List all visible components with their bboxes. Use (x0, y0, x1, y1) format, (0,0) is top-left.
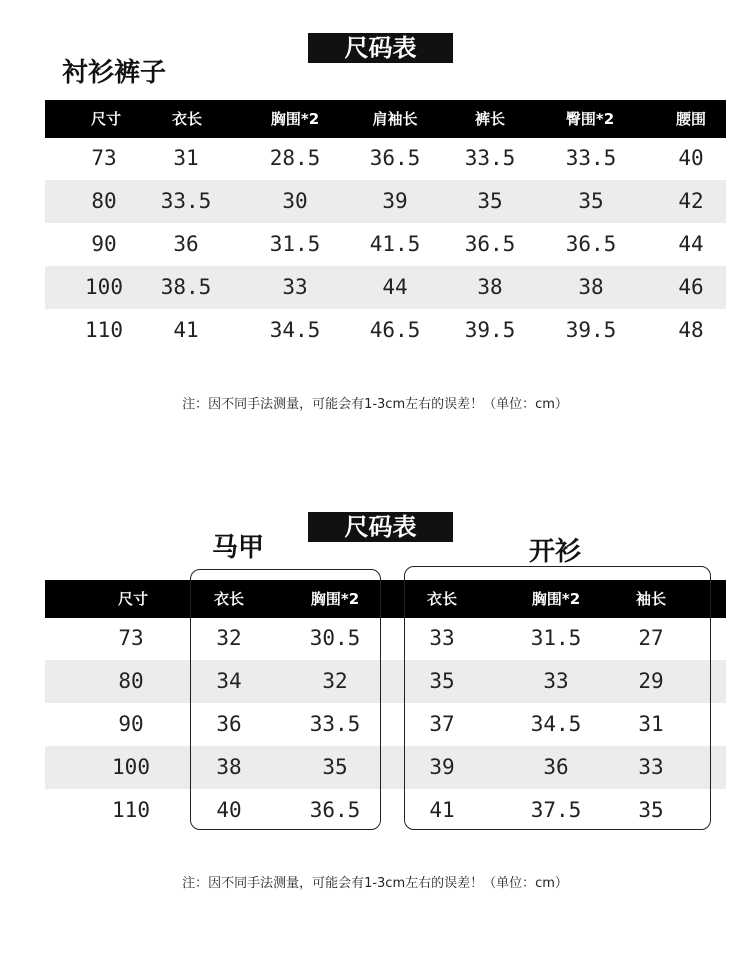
cell: 36.5 (369, 146, 421, 170)
header-cardigan-length: 衣长 (426, 590, 458, 608)
cell: 35 (638, 798, 664, 822)
cell: 36 (216, 712, 242, 736)
header-hip: 臀围*2 (565, 110, 615, 128)
cell: 34.5 (530, 712, 582, 736)
cell: 32 (322, 669, 348, 693)
table1-row (45, 180, 726, 223)
header-vest-chest: 胸围*2 (310, 590, 360, 608)
cell: 110 (112, 798, 150, 822)
cell: 44 (382, 275, 408, 299)
cardigan-columns-frame (404, 566, 711, 830)
cell: 38 (578, 275, 604, 299)
cell: 40 (678, 146, 704, 170)
cell: 36 (173, 232, 199, 256)
cell: 37.5 (530, 798, 582, 822)
header-pants-length: 裤长 (474, 110, 506, 128)
cell: 100 (112, 755, 150, 779)
cell: 37 (429, 712, 455, 736)
header-cardigan-chest: 胸围*2 (531, 590, 581, 608)
cell: 30 (282, 189, 308, 213)
cell: 38 (477, 275, 503, 299)
cell: 35 (322, 755, 348, 779)
vest-label: 马甲 (212, 533, 265, 563)
cell: 33 (282, 275, 308, 299)
header-vest-length: 衣长 (213, 590, 245, 608)
cell: 33.5 (565, 146, 617, 170)
cell: 80 (118, 669, 144, 693)
cell: 35 (429, 669, 455, 693)
cell: 39.5 (464, 318, 516, 342)
cell: 48 (678, 318, 704, 342)
cell: 38.5 (160, 275, 212, 299)
cell: 33 (429, 626, 455, 650)
cell: 31 (638, 712, 664, 736)
cell: 33 (543, 669, 569, 693)
cell: 44 (678, 232, 704, 256)
size-chart-title-badge: 尺码表 (308, 512, 453, 542)
measurement-note: 注：因不同手法测量，可能会有1-3cm左右的误差！（单位：cm） (182, 397, 568, 412)
table1-row (45, 266, 726, 309)
cell: 31.5 (269, 232, 321, 256)
shirt-pants-label: 衬衫裤子 (62, 58, 167, 88)
cell: 80 (91, 189, 117, 213)
header-chest: 胸围*2 (270, 110, 320, 128)
cell: 36.5 (565, 232, 617, 256)
cell: 31 (173, 146, 199, 170)
header-size: 尺寸 (90, 110, 122, 128)
cell: 33 (638, 755, 664, 779)
cell: 46.5 (369, 318, 421, 342)
header-size: 尺寸 (117, 590, 149, 608)
cell: 46 (678, 275, 704, 299)
measurement-note: 注：因不同手法测量，可能会有1-3cm左右的误差！（单位：cm） (182, 876, 568, 891)
header-sleeve-length: 肩袖长 (372, 110, 418, 128)
table1-row (45, 223, 726, 266)
cell: 41.5 (369, 232, 421, 256)
cell: 90 (91, 232, 117, 256)
cell: 110 (85, 318, 123, 342)
cell: 38 (216, 755, 242, 779)
cell: 39 (382, 189, 408, 213)
cell: 41 (429, 798, 455, 822)
cell: 36.5 (464, 232, 516, 256)
cell: 27 (638, 626, 664, 650)
size-chart-title-badge: 尺码表 (308, 33, 453, 63)
vest-columns-frame (190, 569, 381, 830)
cardigan-label: 开衫 (529, 537, 582, 567)
cell: 29 (638, 669, 664, 693)
cell: 35 (578, 189, 604, 213)
cell: 30.5 (309, 626, 361, 650)
header-cardigan-sleeve: 袖长 (635, 590, 667, 608)
cell: 34 (216, 669, 242, 693)
header-length: 衣长 (171, 110, 203, 128)
table1-row (45, 137, 726, 180)
cell: 73 (118, 626, 144, 650)
cell: 32 (216, 626, 242, 650)
cell: 33.5 (309, 712, 361, 736)
cell: 33.5 (160, 189, 212, 213)
cell: 35 (477, 189, 503, 213)
header-waist: 腰围 (675, 110, 707, 128)
cell: 73 (91, 146, 117, 170)
cell: 40 (216, 798, 242, 822)
cell: 42 (678, 189, 704, 213)
cell: 36.5 (309, 798, 361, 822)
cell: 39 (429, 755, 455, 779)
cell: 28.5 (269, 146, 321, 170)
cell: 39.5 (565, 318, 617, 342)
cell: 33.5 (464, 146, 516, 170)
cell: 36 (543, 755, 569, 779)
table1-row (45, 309, 726, 352)
table1-header (45, 100, 726, 138)
cell: 41 (173, 318, 199, 342)
cell: 90 (118, 712, 144, 736)
cell: 34.5 (269, 318, 321, 342)
cell: 31.5 (530, 626, 582, 650)
cell: 100 (85, 275, 123, 299)
